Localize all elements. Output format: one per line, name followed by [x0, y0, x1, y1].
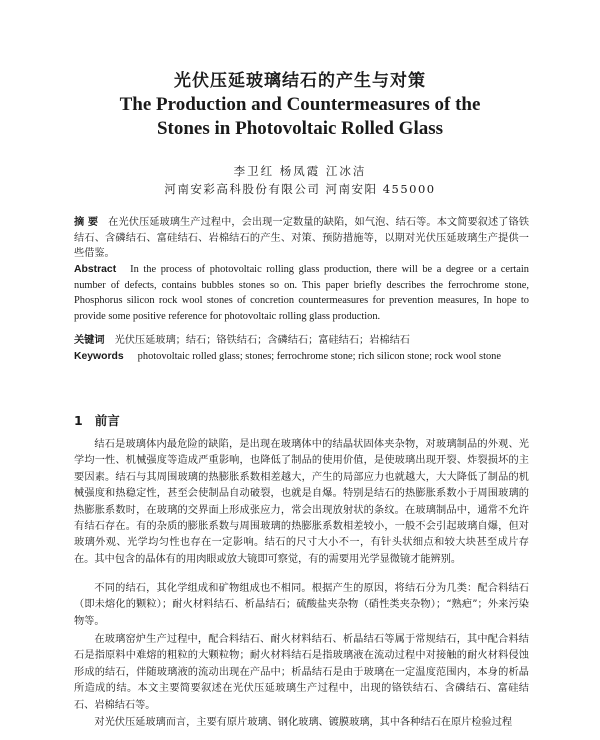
keywords-cn-text: 光伏压延玻璃；结石；铬铁结石；含磷结石；富硅结石；岩棉结石 — [114, 335, 410, 346]
body-paragraph: 结石是玻璃体内最危险的缺陷，是出现在玻璃体中的结晶状固体夹杂物，对玻璃制品的外观、光学均一性、机械强度等造成严重影响，也降低了制品的使用价值，是使玻璃出现开裂、炸裂损坏的主要因素。结石与其周围玻璃的热膨胀系数相差越大，产生的局部应力也就越大，大大降低了制品的机械强度和热稳定性，甚至会使制品自动破裂，也就是自爆。特别是结石的热膨胀系数小于周围玻璃的热膨胀系数时，在玻璃的交界面上形成张应力，常会出现放射状的条纹。在玻璃制品中，通常不允许有结石存在。有的杂质的膨胀系数与周围玻璃的热膨胀系数相差较小，一般不会引起玻璃自爆，但对玻璃外观、光学均匀性也存在一定影响。结石的尺寸大小不一，有针头状细点和较大块甚至成片存在。其中包含的晶体有的用肉眼或放大镜即可察觉，有的需要用光学显微镜才能辨别。 — [74, 439, 529, 565]
keywords-cn-label: 关键词 — [74, 334, 105, 346]
keywords-en-label: Keywords — [74, 351, 124, 362]
keywords-cn — [74, 333, 529, 349]
affiliation: 河南安彩高科股份有限公司 河南安阳 455000 — [164, 182, 436, 196]
abstract-en-text: In the process of photovoltaic rolling glass production, there will be a degree or a certain number of defects, contains bubbles stones so on. This paper briefly describes the ferrochrome stone, Phosphorus silicon rock wool stones of concretion countermeasures for prevention measures, In hope to provide some positive reference for photovoltaic rolling glass production. — [74, 264, 529, 322]
section-number: 1 — [74, 413, 83, 428]
section-title: 前言 — [94, 413, 120, 428]
keywords-en — [74, 349, 529, 365]
authors: 李卫红 杨凤霞 江冰洁 — [233, 164, 367, 178]
keywords-en-text: photovoltaic rolled glass; stones; ferrochrome stone; rich silicon stone; rock wool stone — [137, 351, 501, 362]
abstract-cn — [74, 215, 529, 262]
body-paragraph: 不同的结石，其化学组成和矿物组成也不相同。根据产生的原因，将结石分为几类：配合料结石（即未熔化的颗粒）；耐火材料结石、析晶结石；硫酸盐夹杂物（硝性类夹杂物）；“熟疤”；外来污染物等。 — [74, 583, 529, 627]
abstract-cn-label: 摘 要 — [74, 216, 99, 228]
abstract-en — [74, 262, 529, 324]
abstract-cn-text: 在光伏压延玻璃生产过程中，会出现一定数量的缺陷，如气泡、结石等。本文简要叙述了铬铁结石、含磷结石、富硅结石、岩棉结石的产生、对策、预防措施等，以期对光伏压延玻璃生产提供一些借鉴。 — [74, 217, 530, 260]
section-heading — [74, 411, 120, 429]
paper-title-cn: 光伏压延玻璃结石的产生与对策 — [174, 71, 426, 91]
paper-title-en-line1: The Production and Countermeasures of the — [119, 94, 481, 115]
body-paragraph: 在玻璃窑炉生产过程中，配合料结石、耐火材料结石、析晶结石等属于常规结石，其中配合料结石是指原料中难熔的粗粒的大颗粒物；耐火材料结石是指玻璃液在流动过程中对接触的耐火材料侵蚀形成的结石，伴随玻璃液的流动出现在产品中；析晶结石是由于玻璃在一定温度范围内，本身的析晶所造成的结。本文主要简要叙述在光伏压延玻璃生产过程中，出现的铬铁结石、含磷结石、富硅结石、岩棉结石等。 — [74, 634, 529, 711]
abstract-en-label: Abstract — [74, 264, 117, 275]
body-paragraph: 对光伏压延玻璃而言，主要有原片玻璃、钢化玻璃、镀膜玻璃，其中各种结石在原片检验过程 — [94, 717, 513, 728]
paper-title-en-line2: Stones in Photovoltaic Rolled Glass — [156, 118, 444, 139]
